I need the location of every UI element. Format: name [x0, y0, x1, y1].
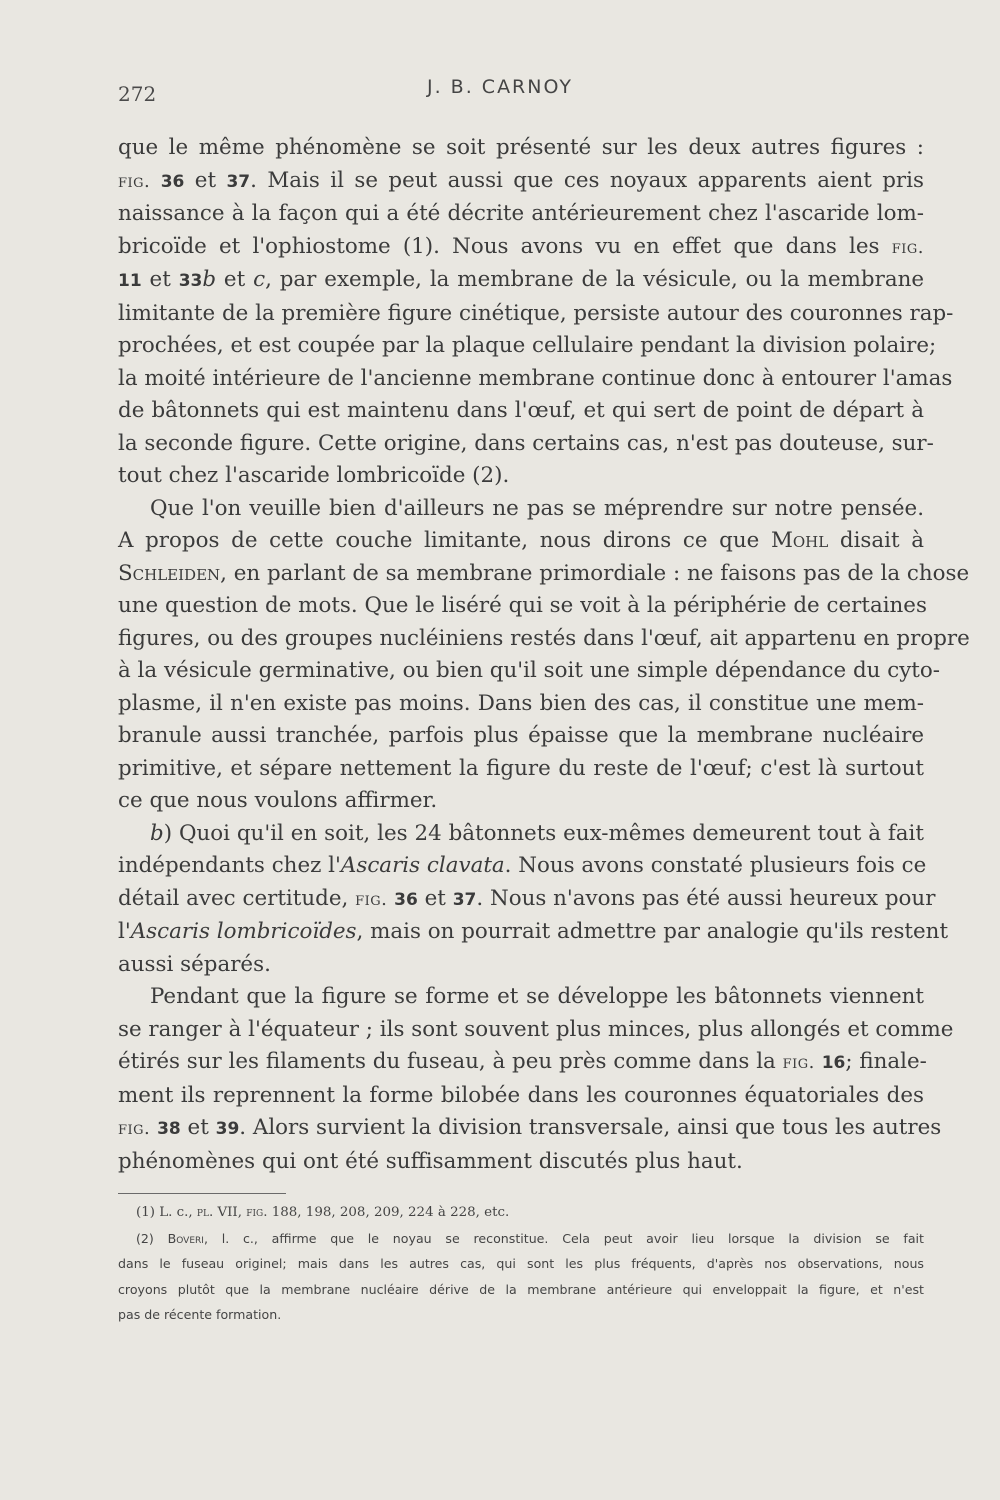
text-line	[118, 1146, 924, 1179]
text-span: 188, 198, 208, 209, 224 à 228, etc.	[267, 1205, 510, 1220]
text-line	[118, 590, 927, 623]
text-line	[118, 883, 936, 917]
text-line	[118, 428, 934, 461]
text-span: limitante de la première figure cinétique, persiste autour des couronnes rap-	[118, 300, 954, 326]
text-span: et	[216, 267, 254, 292]
text-span: dans le fuseau originel; mais dans les autres cas, qui sont les plus fréquents, d'après nos observations, nous	[118, 1256, 924, 1271]
text-line	[118, 655, 941, 688]
text-span: ; finale-	[845, 1049, 927, 1074]
text-span: , l. c., affirme que le noyau se reconstitue. Cela peut avoir lieu lorsque la division se fait	[203, 1230, 924, 1246]
text-line	[118, 1046, 927, 1080]
text-line	[118, 558, 970, 591]
text-span: pas de récente formation.	[118, 1307, 282, 1322]
text-span: naissance à la façon qui a été décrite antérieurement chez l'ascaride lom-	[118, 201, 924, 226]
fig-ref: fig.	[118, 1118, 151, 1139]
text-span: et	[417, 885, 453, 911]
text-line	[118, 264, 924, 298]
text-span: Que l'on veuille bien d'ailleurs ne pas se méprendre sur notre pensée.	[150, 495, 924, 521]
text-span: . Nous n'avons pas été aussi heureux pour	[476, 885, 936, 911]
text-span: et	[180, 1115, 216, 1140]
text-span: détail avec certitude,	[118, 885, 356, 911]
text-span: à la vésicule germinative, ou bien qu'il soit une simple dépendance du cyto-	[118, 658, 941, 683]
text-span: et	[184, 167, 227, 193]
text-span: Pendant que la figure se forme et se développe les bâtonnets viennent	[150, 984, 924, 1009]
text-span: bricoïde et l'ophiostome (1). Nous avons vu en effet que dans les	[118, 233, 892, 259]
fig-number: 11	[118, 271, 142, 291]
text-line	[118, 330, 937, 363]
text-span: étirés sur les filaments du fuseau, à peu près comme dans la	[118, 1049, 783, 1074]
text-span: l'	[118, 919, 131, 944]
page-number: 272	[118, 82, 157, 106]
text-line	[118, 623, 970, 656]
text-span: que le même phénomène se soit présenté sur les deux autres figures :	[118, 135, 924, 160]
species-name: Ascaris lombricoïdes	[130, 919, 357, 944]
text-span: ce que nous voulons affirmer.	[118, 788, 438, 813]
text-span: indépendants chez l'	[118, 853, 341, 878]
list-marker: b	[150, 820, 164, 846]
text-span: la seconde figure. Cette origine, dans certains cas, n'est pas douteuse, sur-	[118, 430, 934, 456]
text-span: de bâtonnets qui est maintenu dans l'œuf, et qui sert de point de départ à	[118, 398, 924, 423]
text-span: A propos de cette couche limitante, nous dirons ce que	[118, 528, 771, 553]
footnotes	[118, 1200, 924, 1328]
plate-ref: pl.	[196, 1205, 214, 1220]
text-span: . Mais il se peut aussi que ces noyaux apparents aient pris	[250, 167, 924, 193]
fig-number: 37	[226, 171, 251, 192]
text-span: VII,	[213, 1205, 247, 1220]
text-line	[118, 198, 924, 231]
text-span: , en parlant de sa membrane primordiale : ne faisons pas de la chose	[220, 560, 970, 586]
text-span: une question de mots. Que le liséré qui se voit à la périphérie de certaines	[118, 593, 927, 618]
text-span: plasme, il n'en existe pas moins. Dans bien des cas, il constitue une mem-	[118, 690, 924, 716]
text-line	[118, 363, 953, 396]
text-span: ment ils reprennent la forme bilobée dans les couronnes équatoriales des	[118, 1082, 924, 1108]
text-span: ) Quoi qu'il en soit, les 24 bâtonnets eux-mêmes demeurent tout à fait	[163, 820, 924, 846]
text-span: , par exemple, la membrane de la vésicule, ou la membrane	[265, 267, 925, 292]
text-line	[118, 785, 924, 818]
text-line	[118, 165, 924, 199]
fig-number: 33	[178, 271, 203, 291]
text-span: branule aussi tranchée, parfois plus épaisse que la membrane nucléaire	[118, 723, 924, 748]
running-head: J. B. CARNOY	[427, 76, 573, 98]
text-span: disait à	[828, 528, 924, 553]
text-line	[118, 753, 924, 786]
text-line	[118, 1080, 924, 1113]
text-line	[118, 720, 924, 753]
text-span: la moité intérieure de l'ancienne membrane continue donc à entourer l'amas	[118, 365, 953, 391]
fig-number: 36	[160, 171, 185, 192]
text-span: croyons plutôt que la membrane nucléaire dérive de la membrane antérieure qui enveloppait la figure, et n'est	[118, 1281, 924, 1297]
fig-ref: fig.	[891, 236, 924, 258]
text-line	[118, 298, 954, 331]
fig-ref: fig.	[355, 888, 388, 910]
text-span: (1) L. c.,	[136, 1205, 197, 1220]
text-line	[118, 688, 924, 721]
fig-letter: b	[202, 267, 217, 292]
text-line	[118, 525, 924, 558]
text-span: et	[141, 267, 179, 292]
text-span: primitive, et sépare nettement la figure du reste de l'œuf; c'est là surtout	[118, 755, 924, 781]
fig-letter: c	[253, 267, 266, 292]
text-span: prochées, et est coupée par la plaque cellulaire pendant la division polaire;	[118, 333, 937, 358]
text-line	[118, 231, 924, 265]
footnote-rule	[118, 1193, 286, 1194]
text-line	[118, 949, 924, 982]
species-name: Ascaris clavata	[340, 853, 505, 878]
text-line	[118, 818, 924, 851]
text-span: se ranger à l'équateur ; ils sont souvent plus minces, plus allongés et comme	[118, 1016, 954, 1042]
text-span: (2)	[136, 1230, 168, 1246]
text-line	[118, 1014, 954, 1047]
text-span: phénomènes qui ont été suffisamment discutés plus haut.	[118, 1148, 743, 1174]
text-span: . Nous avons constaté plusieurs fois ce	[504, 853, 927, 878]
text-line	[118, 493, 924, 526]
footnote-2-line	[118, 1226, 924, 1252]
footnote-2-line	[118, 1302, 924, 1328]
text-line	[118, 916, 949, 949]
fig-number: 38	[157, 1119, 181, 1139]
text-span: , mais on pourrait admettre par analogie qu'ils restent	[356, 919, 949, 944]
text-line	[118, 1112, 942, 1146]
text-line	[118, 132, 924, 165]
body-text	[118, 132, 970, 1178]
fig-ref: fig.	[118, 170, 151, 192]
footnote-1	[118, 1200, 924, 1226]
footnote-2-line	[118, 1277, 924, 1303]
text-span: . Alors survient la division transversale, ainsi que tous les autres	[239, 1115, 942, 1140]
fig-ref: fig.	[782, 1052, 815, 1073]
fig-number: 16	[821, 1053, 846, 1073]
footnote-2-line	[118, 1251, 924, 1277]
text-span: aussi séparés.	[118, 951, 271, 977]
text-line	[118, 850, 927, 883]
author-name: Schleiden	[118, 560, 221, 586]
fig-ref: fig.	[246, 1205, 268, 1220]
text-line	[118, 981, 924, 1014]
author-name: Boveri	[167, 1230, 204, 1246]
text-line	[118, 395, 924, 428]
text-span: figures, ou des groupes nucléiniens restés dans l'œuf, ait appartenu en propre	[118, 625, 970, 651]
text-line	[118, 460, 924, 493]
fig-number: 36	[394, 889, 418, 910]
fig-number: 39	[215, 1119, 240, 1139]
author-name: Mohl	[770, 528, 829, 553]
text-span: tout chez l'ascaride lombricoïde (2).	[118, 463, 510, 488]
fig-number: 37	[452, 889, 477, 910]
